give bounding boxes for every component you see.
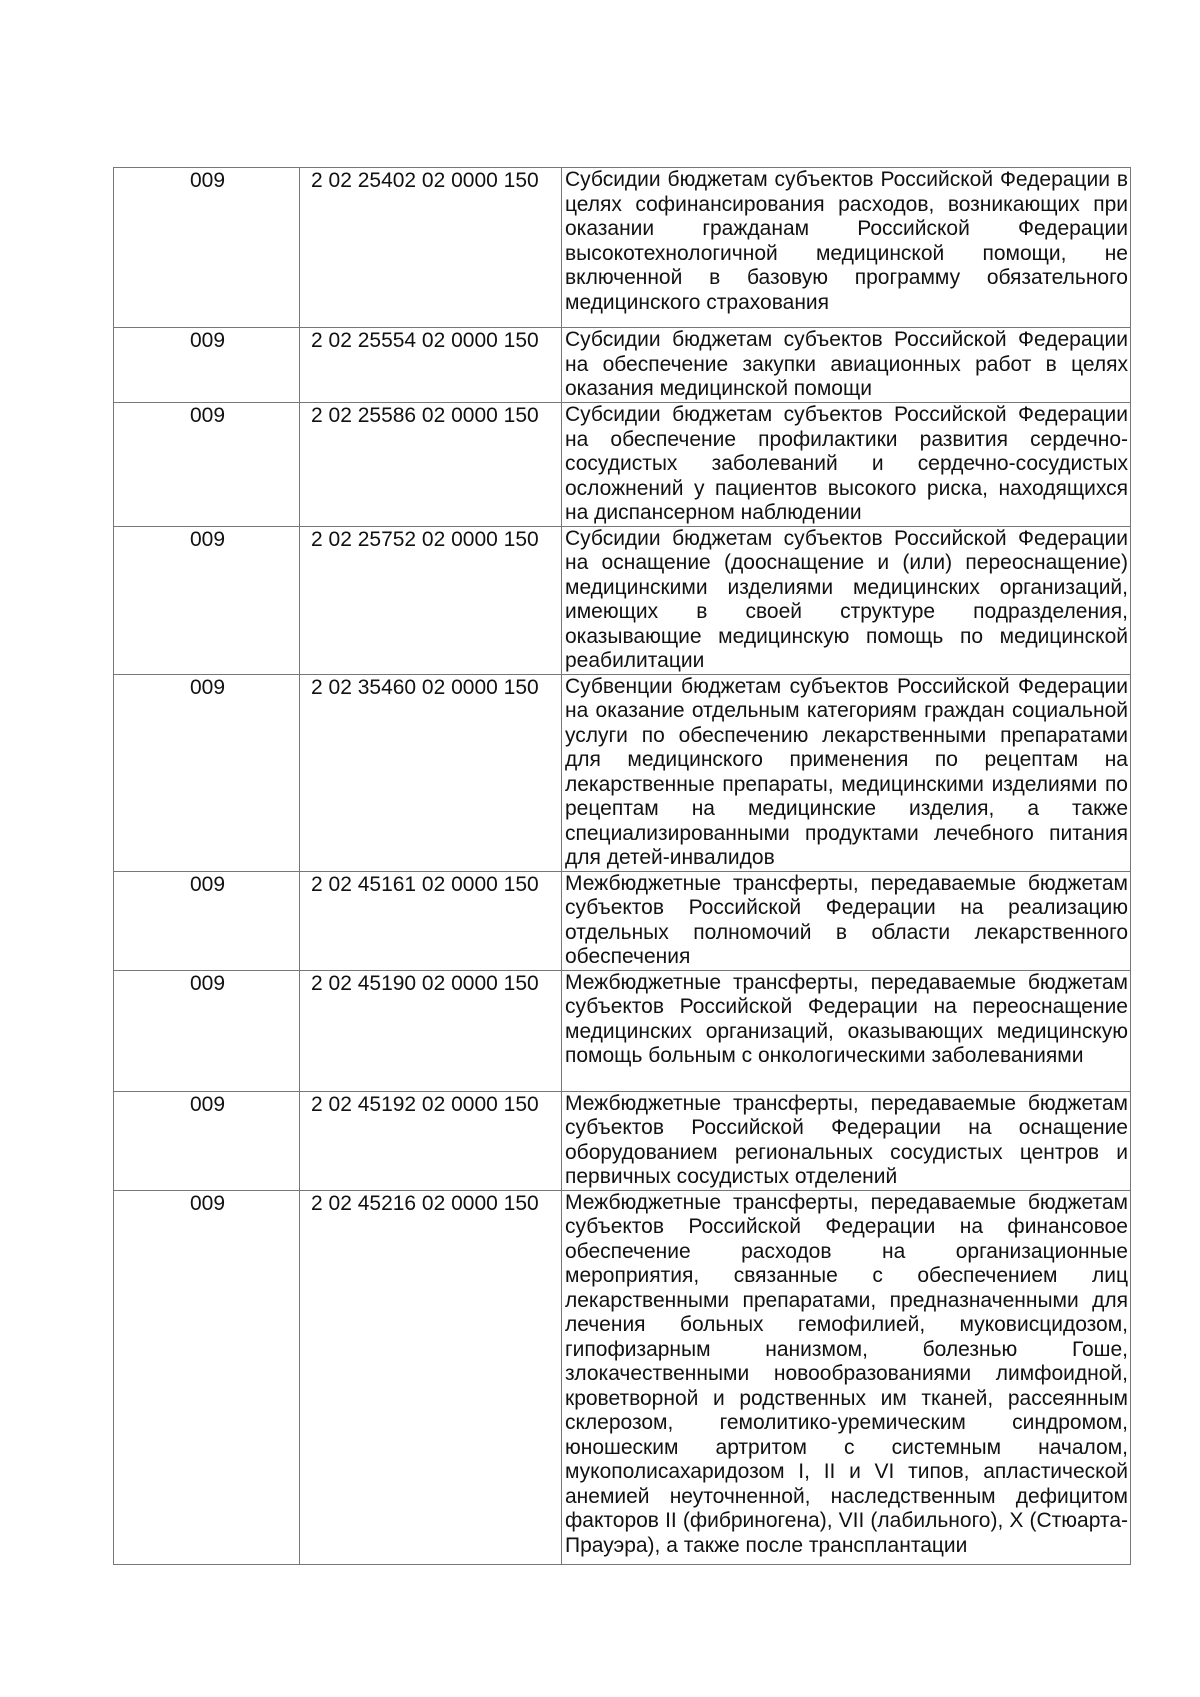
description-cell (562, 674, 1131, 871)
table-row (114, 970, 1131, 1091)
description-text: Субсидии бюджетам субъектов Российской Федерации на обеспечение профилактики развития сердечно-сосудистых заболеваний и сердечно-сосудистых осложнений у пациентов высокого риска, находящихся на диспансерном наблюдении (565, 403, 1128, 524)
admin-code-cell: 009 (114, 328, 300, 403)
description-cell (562, 1190, 1131, 1564)
description-text: Межбюджетные трансферты, передаваемые бюджетам субъектов Российской Федерации на реализацию отдельных полномочий в области лекарственного обеспечения (565, 871, 1128, 968)
table-row (114, 328, 1131, 403)
description-text: Субсидии бюджетам субъектов Российской Федерации в целях софинансирования расходов, возникающих при оказании гражданам Российской Федерации высокотехнологичной медицинской помощи, не включенной в базовую программу обязательного медицинского страхования (565, 168, 1128, 314)
admin-code-cell: 009 (114, 970, 300, 1091)
table-row (114, 168, 1131, 328)
description-cell (562, 403, 1131, 527)
description-cell (562, 168, 1131, 328)
budget-code-cell: 2 02 25752 02 0000 150 (300, 526, 562, 674)
description-text: Межбюджетные трансферты, передаваемые бюджетам субъектов Российской Федерации на оснащение оборудованием региональных сосудистых центров и первичных сосудистых отделений (565, 1091, 1128, 1188)
admin-code-cell: 009 (114, 871, 300, 970)
budget-code-cell: 2 02 45161 02 0000 150 (300, 871, 562, 970)
description-cell (562, 328, 1131, 403)
table-row (114, 526, 1131, 674)
budget-code-cell: 2 02 45190 02 0000 150 (300, 970, 562, 1091)
admin-code-cell: 009 (114, 1091, 300, 1190)
budget-code-cell: 2 02 25402 02 0000 150 (300, 168, 562, 328)
description-text: Субсидии бюджетам субъектов Российской Федерации на обеспечение закупки авиационных работ в целях оказания медицинской помощи (565, 328, 1128, 400)
table-row (114, 403, 1131, 527)
table-row (114, 1190, 1131, 1564)
description-text: Субвенции бюджетам субъектов Российской Федерации на оказание отдельным категориям граждан социальной услуги по обеспечению лекарственными препаратами для медицинского применения по рецептам на лекарственные препараты, медицинскими изделиями по рецептам на медицинские изделия, а также специализированными продуктами лечебного питания для детей-инвалидов (565, 674, 1128, 869)
table-row (114, 1091, 1131, 1190)
description-cell (562, 1091, 1131, 1190)
budget-code-cell: 2 02 35460 02 0000 150 (300, 674, 562, 871)
description-cell (562, 526, 1131, 674)
budget-code-cell: 2 02 45216 02 0000 150 (300, 1190, 562, 1564)
description-cell (562, 970, 1131, 1091)
budget-code-cell: 2 02 25554 02 0000 150 (300, 328, 562, 403)
admin-code-cell: 009 (114, 526, 300, 674)
description-cell (562, 871, 1131, 970)
revenue-codes-table (113, 167, 1131, 1565)
description-text: Субсидии бюджетам субъектов Российской Федерации на оснащение (дооснащение и (или) переоснащение) медицинскими изделиями медицинских организаций, имеющих в своей структуре подразделения, оказывающие медицинскую помощь по медицинской реабилитации (565, 526, 1128, 672)
table-row (114, 674, 1131, 871)
admin-code-cell: 009 (114, 168, 300, 328)
budget-code-cell: 2 02 25586 02 0000 150 (300, 403, 562, 527)
admin-code-cell: 009 (114, 1190, 300, 1564)
admin-code-cell: 009 (114, 674, 300, 871)
description-text: Межбюджетные трансферты, передаваемые бюджетам субъектов Российской Федерации на финансовое обеспечение расходов на организационные мероприятия, связанные с обеспечением лиц лекарственными препаратами, предназначенными для лечения больных гемофилией, муковисцидозом, гипофизарным нанизмом, болезнью Гоше, злокачественными новообразованиями лимфоидной, кроветворной и родственных им тканей, рассеянным склерозом, гемолитико-уремическим синдромом, юношеским артритом с системным началом, мукополисахаридозом I, II и VI типов, апластической анемией неуточненной, наследственным дефицитом факторов II (фибриногена), VII (лабильного), X (Стюарта-Прауэра), а также после трансплантации (565, 1190, 1128, 1557)
budget-code-cell: 2 02 45192 02 0000 150 (300, 1091, 562, 1190)
description-text: Межбюджетные трансферты, передаваемые бюджетам субъектов Российской Федерации на переоснащение медицинских организаций, оказывающих медицинскую помощь больным с онкологическими заболеваниями (565, 970, 1128, 1067)
admin-code-cell: 009 (114, 403, 300, 527)
table-row (114, 871, 1131, 970)
